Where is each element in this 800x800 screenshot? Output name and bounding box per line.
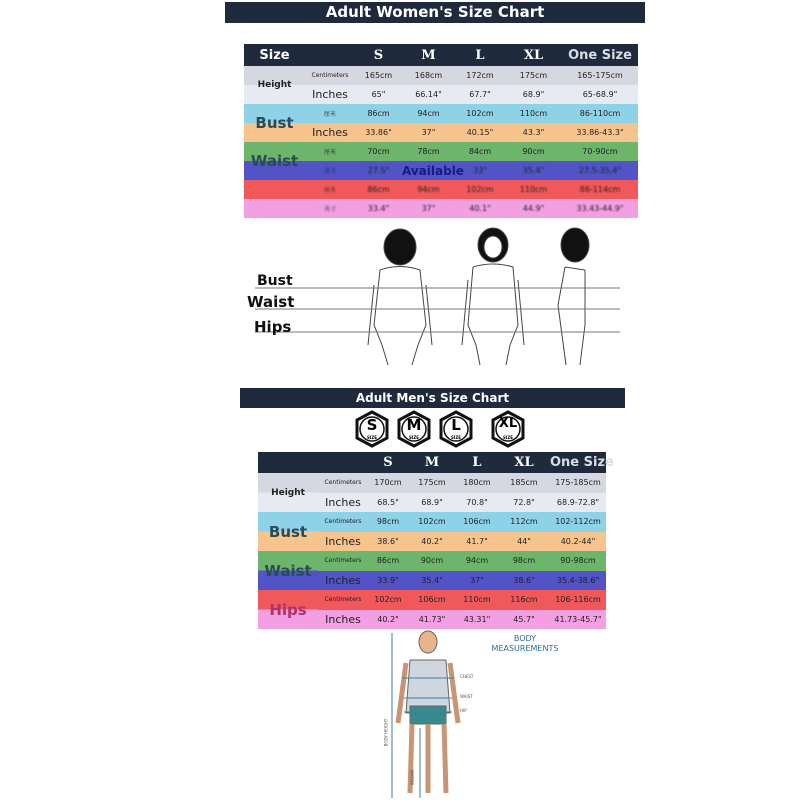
- men-chart-title: Adult Men's Size Chart: [240, 388, 625, 408]
- size-value-cell: 175cm: [519, 71, 548, 80]
- row-group-label: Height: [244, 66, 305, 104]
- size-value-cell: 68.9": [421, 497, 443, 507]
- unit-label: Centimeters: [324, 557, 362, 565]
- table-header-row: [258, 452, 606, 473]
- row-group-label: [244, 180, 305, 218]
- body-height-label: BODY HEIGHT: [383, 718, 389, 747]
- table-row: [258, 551, 606, 571]
- header-cell: XL: [498, 452, 550, 473]
- header-cell: L: [455, 44, 505, 66]
- women-chart-title: Adult Women's Size Chart: [225, 2, 645, 23]
- body-measurements-title: BODY MEASUREMENTS: [491, 634, 559, 653]
- size-value-cell: 102cm: [466, 185, 494, 194]
- size-value-cell: 70.8": [466, 497, 488, 507]
- size-value-cell: 27.5-35.4": [578, 166, 622, 175]
- size-badge-xl: [491, 411, 525, 445]
- row-group-label: Bust: [244, 104, 305, 142]
- size-value-cell: 110cm: [463, 595, 491, 605]
- size-value-cell: 110cm: [519, 185, 548, 194]
- waist-label-men: WAIST: [460, 694, 473, 699]
- size-value-cell: 90cm: [522, 147, 545, 156]
- size-value-cell: 40.15": [466, 128, 494, 137]
- size-value-cell: 165cm: [364, 71, 393, 80]
- unit-label: Centimeters: [324, 518, 362, 526]
- size-value-cell: 41.73": [418, 614, 446, 624]
- women-body-figures: [240, 225, 640, 375]
- size-value-cell: 112cm: [510, 517, 538, 527]
- size-value-cell: 68.5": [377, 497, 399, 507]
- unit-label: 厘米: [323, 149, 336, 156]
- header-cell: L: [456, 452, 498, 473]
- table-row: [244, 142, 638, 161]
- table-row: [258, 473, 606, 493]
- header-cell: S: [368, 452, 408, 473]
- unit-label: Inches: [312, 88, 348, 101]
- badge-sub: SIZE: [502, 435, 513, 440]
- size-value-cell: 33.86": [365, 128, 392, 137]
- size-value-cell: 90cm: [420, 556, 444, 566]
- size-value-cell: 37": [421, 128, 436, 137]
- size-value-cell: 98cm: [376, 517, 400, 527]
- size-value-cell: 180cm: [463, 478, 491, 488]
- size-value-cell: 102-112cm: [555, 517, 601, 527]
- size-value-cell: 175-185cm: [555, 478, 601, 488]
- size-value-cell: 175cm: [418, 478, 446, 488]
- unit-label: 英寸: [323, 206, 336, 213]
- header-cell: M: [402, 44, 455, 66]
- size-value-cell: 102cm: [374, 595, 402, 605]
- size-value-cell: 41.7": [466, 536, 488, 546]
- row-group-label: Height: [258, 473, 318, 512]
- size-value-cell: 86cm: [367, 185, 390, 194]
- header-cell: One Size: [562, 44, 638, 66]
- badge-size: S: [366, 416, 378, 434]
- size-value-cell: 70-90cm: [582, 147, 618, 156]
- size-value-cell: 33.4": [367, 204, 390, 213]
- size-value-cell: 90-98cm: [560, 556, 596, 566]
- size-value-cell: 168cm: [414, 71, 443, 80]
- header-cell: [305, 44, 355, 66]
- table-row: [258, 512, 606, 532]
- size-value-cell: 106cm: [463, 517, 491, 527]
- table-row: [244, 66, 638, 85]
- size-value-cell: 65-68.9": [582, 90, 618, 99]
- size-value-cell: 172cm: [466, 71, 494, 80]
- size-value-cell: 86cm: [376, 556, 400, 566]
- size-value-cell: 40.1": [469, 204, 491, 213]
- size-value-cell: 110cm: [519, 109, 548, 118]
- size-badge-m: [397, 411, 431, 445]
- table-row: [258, 590, 606, 610]
- table-header-row: [244, 44, 638, 66]
- header-cell: One Size: [550, 452, 606, 473]
- size-badge-l: [439, 411, 473, 445]
- unit-label: 厘米: [323, 187, 336, 194]
- size-value-cell: 43.31": [463, 614, 491, 624]
- row-group-label: Waist: [258, 551, 318, 590]
- header-cell: [318, 452, 368, 473]
- hip-label-men: HIP: [460, 708, 467, 713]
- table-row: [244, 104, 638, 123]
- size-value-cell: 44.9": [522, 204, 545, 213]
- size-value-cell: 102cm: [466, 109, 494, 118]
- size-value-cell: 33.9": [377, 575, 399, 585]
- unit-label: Centimeters: [311, 72, 349, 79]
- size-value-cell: 94cm: [417, 109, 440, 118]
- row-group-label: Bust: [258, 512, 318, 551]
- size-value-cell: 35.4-38.6": [556, 575, 600, 585]
- size-value-cell: 35.4": [421, 575, 443, 585]
- size-value-cell: 106-116cm: [555, 595, 601, 605]
- size-value-cell: 94cm: [417, 185, 440, 194]
- size-value-cell: 40.2": [421, 536, 443, 546]
- badge-size: XL: [498, 416, 518, 431]
- size-value-cell: 185cm: [510, 478, 538, 488]
- inseam-label: INSEAM: [410, 769, 416, 786]
- size-value-cell: 37": [470, 575, 484, 585]
- size-value-cell: 67.7": [469, 90, 491, 99]
- header-cell: XL: [505, 44, 562, 66]
- waist-label: Waist: [247, 293, 295, 311]
- header-cell: M: [408, 452, 456, 473]
- size-value-cell: 38.6": [513, 575, 535, 585]
- size-value-cell: 84cm: [468, 147, 492, 156]
- size-value-cell: 86-110cm: [579, 109, 621, 118]
- bust-label: Bust: [257, 273, 293, 289]
- chest-label: CHEST: [460, 674, 474, 679]
- hips-label: Hips: [254, 318, 292, 336]
- header-cell: Size: [244, 44, 305, 66]
- size-value-cell: 33.43-44.9": [576, 204, 624, 213]
- size-value-cell: 102cm: [418, 517, 446, 527]
- unit-label: Centimeters: [324, 479, 362, 487]
- size-value-cell: 70cm: [367, 147, 390, 156]
- row-group-label: Hips: [258, 590, 318, 629]
- size-value-cell: 170cm: [374, 478, 402, 488]
- size-value-cell: 35.4": [522, 166, 545, 175]
- size-value-cell: 40.2": [377, 614, 399, 624]
- unit-label: 英寸: [323, 168, 336, 175]
- size-value-cell: 94cm: [465, 556, 489, 566]
- row-group-label: Waist: [244, 142, 305, 180]
- size-value-cell: 37": [421, 204, 436, 213]
- size-value-cell: 44": [517, 536, 531, 546]
- unit-label: 厘米: [323, 111, 336, 118]
- size-value-cell: 78cm: [417, 147, 440, 156]
- unit-label: Inches: [325, 573, 361, 587]
- size-value-cell: 33.86-43.3": [576, 128, 624, 137]
- size-value-cell: 27.5": [367, 166, 390, 175]
- size-value-cell: 86cm: [367, 109, 390, 118]
- size-value-cell: 68.9-72.8": [556, 497, 600, 507]
- badge-sub: SIZE: [450, 435, 461, 440]
- size-value-cell: 98cm: [512, 556, 536, 566]
- header-cell: [258, 452, 318, 473]
- size-badge-s: [355, 411, 389, 445]
- women-size-table: [244, 44, 638, 218]
- size-value-cell: 43.3": [522, 128, 545, 137]
- size-value-cell: 72.8": [513, 497, 535, 507]
- size-value-cell: 38.6": [377, 536, 399, 546]
- size-value-cell: 33": [473, 166, 487, 175]
- size-value-cell: 86-114cm: [579, 185, 621, 194]
- table-row: [244, 180, 638, 199]
- size-value-cell: 106cm: [418, 595, 446, 605]
- size-value-cell: 116cm: [510, 595, 538, 605]
- size-value-cell: 165-175cm: [577, 71, 623, 80]
- size-value-cell: 66.14": [415, 90, 442, 99]
- badge-size: M: [406, 416, 422, 434]
- badge-sub: SIZE: [366, 435, 377, 440]
- unit-label: Inches: [325, 495, 361, 509]
- size-value-cell: Available: [402, 163, 464, 178]
- size-value-cell: 41.73-45.7": [554, 614, 602, 624]
- size-value-cell: 45.7": [513, 614, 535, 624]
- unit-label: Inches: [312, 126, 348, 139]
- unit-label: Inches: [325, 612, 361, 626]
- men-size-table: [258, 452, 614, 629]
- badge-sub: SIZE: [408, 435, 419, 440]
- badge-size: L: [451, 416, 461, 434]
- unit-label: Inches: [325, 534, 361, 548]
- size-value-cell: 40.2-44": [560, 536, 596, 546]
- size-value-cell: 68.9": [522, 90, 545, 99]
- unit-label: Centimeters: [324, 596, 362, 604]
- header-cell: S: [355, 44, 402, 66]
- size-value-cell: 65": [371, 90, 386, 99]
